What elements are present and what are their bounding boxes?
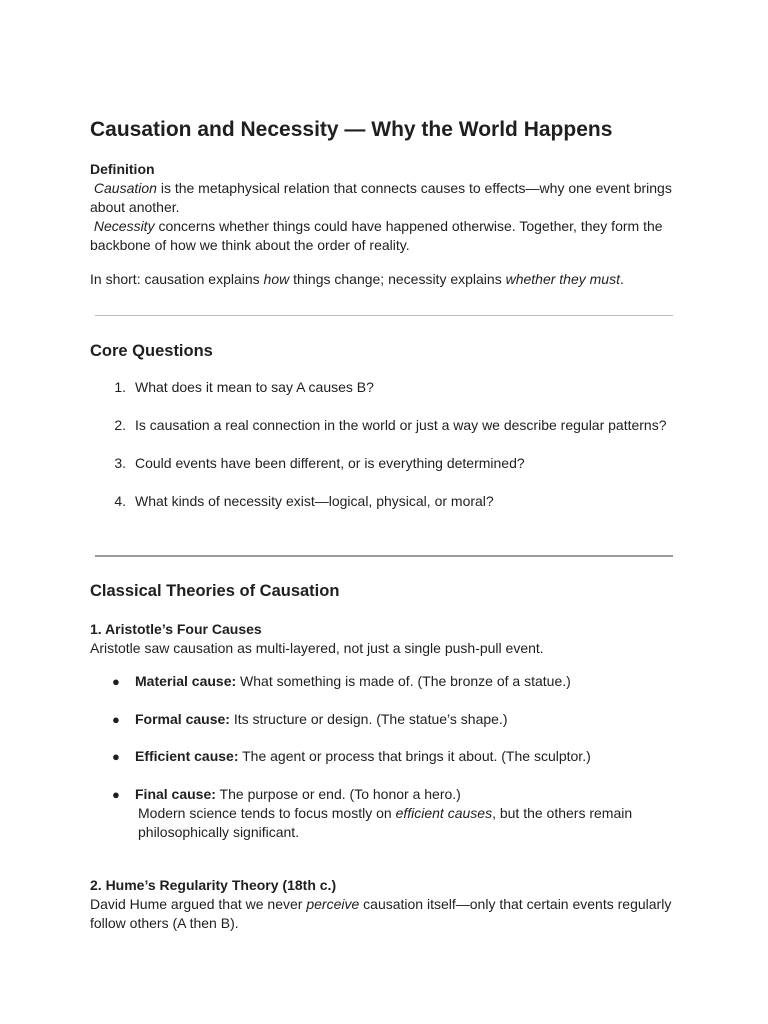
summary-line: In short: causation explains how things change; necessity explains whether they must. [90,271,624,287]
bullet-icon: ● [112,711,120,727]
necessity-definition: Necessity concerns whether things could have happened otherwise. Together, they form the backbone of how we think about the order of reality. [90,218,663,253]
page-title: Causation and Necessity — Why the World Happens [90,118,613,141]
list-item: ● Efficient cause: The agent or process that brings it about. (The sculptor.) [112,748,591,764]
bullet-icon: ● [112,786,120,802]
list-item: 2. Is causation a real connection in the world or just a way we describe regular patterns? [114,417,667,433]
divider [95,555,673,557]
hume-paragraph: David Hume argued that we never perceive causation itself—only that certain events regularly follow others (A then B). [90,896,672,931]
aristotle-intro: Aristotle saw causation as multi-layered, not just a single push-pull event. [90,640,544,656]
definition-heading: Definition [90,161,155,177]
definition-section [90,160,680,255]
list-item: 1. What does it mean to say A causes B? [114,379,374,395]
list-item: ● Material cause: What something is made of. (The bronze of a statue.) [112,673,571,689]
divider [95,315,673,316]
list-item: ● Formal cause: Its structure or design. (The statue’s shape.) [112,710,508,727]
list-item: 3. Could events have been different, or is everything determined? [114,455,525,471]
aristotle-section [90,620,680,658]
causation-definition: Causation is the metaphysical relation that connects causes to effects—why one event brings about another. [90,180,672,215]
classical-theories-heading: Classical Theories of Causation [90,582,340,600]
aristotle-heading: 1. Aristotle’s Four Causes [90,621,262,637]
core-questions-list [90,378,690,530]
list-item: ● Final cause: The purpose or end. (To honor a hero.) Modern science tends to focus mostly on efficient causes, but the others remain philosophically significant. [90,785,690,842]
four-causes-list [90,672,690,860]
list-item: 4. What kinds of necessity exist—logical, physical, or moral? [114,493,494,509]
hume-heading: 2. Hume’s Regularity Theory (18th c.) [90,877,337,893]
causation-term: Causation [93,180,157,196]
efficient-cause-note: Modern science tends to focus mostly on efficient causes, but the others remain philosophically significant. [138,804,633,840]
core-questions-heading: Core Questions [90,342,213,360]
bullet-icon: ● [112,674,120,689]
necessity-term: Necessity [93,218,155,234]
bullet-icon: ● [112,749,120,764]
hume-section [90,876,680,933]
